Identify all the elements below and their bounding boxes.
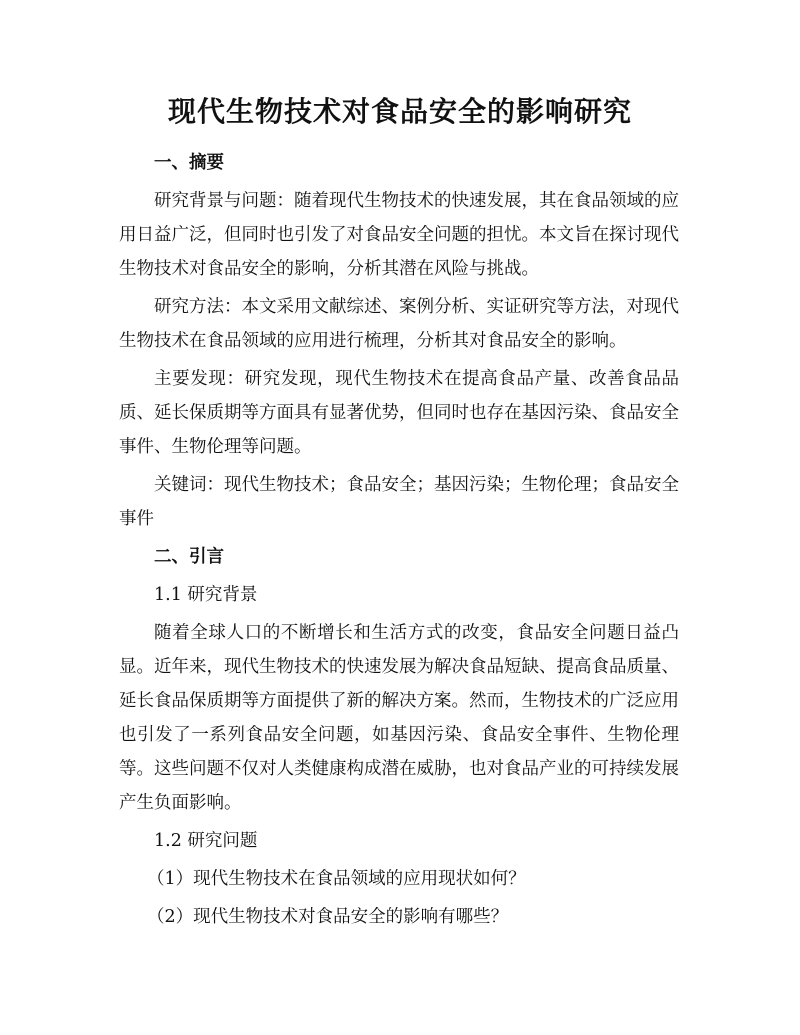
research-question-1: （1）现代生物技术在食品领域的应用现状如何？ [147,869,526,889]
document-body [119,146,679,934]
research-question-2: （2）现代生物技术对食品安全的影响有哪些？ [147,907,509,927]
abstract-background-paragraph: 研究背景与问题：随着现代生物技术的快速发展，其在食品领域的应用日益广泛，但同时也引发了对食品安全问题的担忧。本文旨在探讨现代生物技术对食品安全的影响，分析其潜在风险与挑战。 [119,191,679,279]
subsection-heading-background: 1.1 研究背景 [154,585,258,605]
section-heading-introduction: 二、引言 [154,547,224,567]
background-paragraph: 随着全球人口的不断增长和生活方式的改变，食品安全问题日益凸显。近年来，现代生物技术的快速发展为解决食品短缺、提高食品质量、延长食品保质期等方面提供了新的解决方案。然而，生物技术的广泛应用也引发了一系列食品安全问题，如基因污染、食品安全事件、生物伦理等。这些问题不仅对人类健康构成潜在威胁，也对食品产业的可持续发展产生负面影响。 [119,623,679,813]
subsection-heading-questions: 1.2 研究问题 [154,831,258,851]
abstract-method-paragraph: 研究方法：本文采用文献综述、案例分析、实证研究等方法，对现代生物技术在食品领域的应用进行梳理，分析其对食品安全的影响。 [119,297,679,351]
abstract-findings-paragraph: 主要发现：研究发现，现代生物技术在提高食品产量、改善食品品质、延长保质期等方面具有显著优势，但同时也存在基因污染、食品安全事件、生物伦理等问题。 [119,369,679,457]
abstract-keywords-paragraph: 关键词：现代生物技术；食品安全；基因污染；生物伦理；食品安全事件 [119,475,679,529]
document-title: 现代生物技术对食品安全的影响研究 [167,95,632,128]
section-heading-abstract: 一、摘要 [154,153,224,173]
